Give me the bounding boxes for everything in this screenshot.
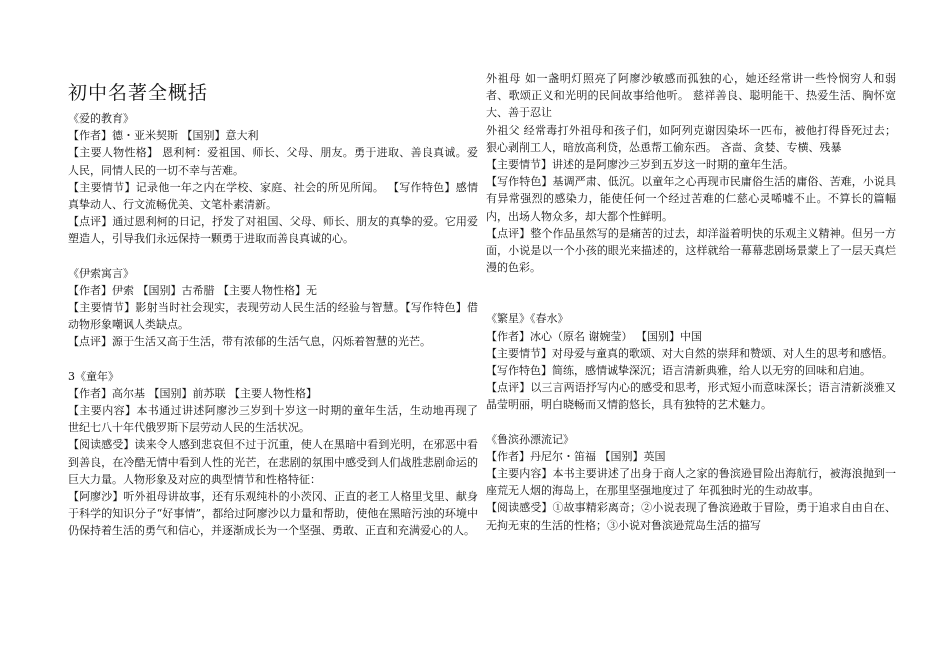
comment-paragraph: 【点评】以三言两语抒写内心的感受和思考，形式短小而意味深长；语言清新淡雅又晶莹明丽，明白晓畅而又情韵悠长，具有独特的艺术魅力。 (486, 381, 896, 412)
feeling-paragraph: 【阅读感受】读来令人感到悲哀但不过于沉重，使人在黑暗中看到光明，在邪恶中看到善良，在冷酷无情中看到人性的光芒，在悲剧的氛围中感受到人们战胜悲剧命运的巨大力量。人物形象及对应的典型情节和性格特征： (68, 438, 478, 486)
character-paragraph: 【阿廖沙】听外祖母讲故事，还有乐观纯朴的小茨冈、正直的老工人格里戈里、献身于科学的知识分子“好事情”，都给过阿廖沙以力量和帮助，使他在黑暗污浊的环境中仍保持着生活的勇气和信心，并逐渐成长为一个坚强、勇敢、正直和充满爱心的人。 (68, 490, 478, 538)
author-line: 【作者】德・亚米契斯 【国别】意大利 (68, 129, 259, 143)
content-paragraph: 【主要内容】本书通过讲述阿廖沙三岁到十岁这一时期的童年生活，生动地再现了 世纪七八十年代俄罗斯下层劳动人民的生活状况。 (68, 404, 478, 435)
book-heading: 《繁星》《春水》 (486, 312, 569, 326)
plot-paragraph: 【主要情节】对母爱与童真的歌颂、对大自然的崇拜和赞颂、对人生的思考和感悟。 (486, 346, 893, 360)
author-line: 【作者】冰心（原名 谢婉莹） 【国别】中国 (486, 329, 702, 343)
book-heading: 《鲁滨孙漂流记》 (486, 432, 574, 446)
author-line: 【作者】高尔基 【国别】前苏联 【主要人物性格】 (68, 386, 317, 400)
left-column (68, 110, 478, 540)
comment-paragraph: 【点评】整个作品虽然写的是痛苦的过去，却洋溢着明快的乐观主义精神。但另一方面，小说是以一个小孩的眼光来描述的，这样就给一幕幕悲剧场景蒙上了一层天真烂漫的色彩。 (486, 226, 896, 275)
book-heading: 《伊索寓言》 (68, 266, 134, 280)
page-title: 初中名著全概括 (68, 82, 209, 104)
author-line: 【作者】丹尼尔・笛福 【国别】英国 (486, 449, 666, 463)
author-line: 【作者】伊索 【国别】古希腊 【主要人物性格】无 (68, 283, 317, 297)
plot-paragraph: 【主要情节】影射当时社会现实，表现劳动人民生活的经验与智慧。【写作特色】借动物形象嘲讽人类缺点。 (68, 301, 478, 332)
character-paragraph: 外祖父 经常毒打外祖母和孩子们，如阿列克谢因染坏一匹布，被他打得昏死过去；狠心剥削工人，暗放高利贷，怂恿帮工偷东西。 吝啬、贪婪、专横、残暴 (486, 123, 896, 154)
comment-paragraph: 【点评】通过恩利柯的日记，抒发了对祖国、父母、师长、朋友的真挚的爱。它用爱塑造人，引导我们永远保持一颗勇于进取而善良真诚的心。 (68, 215, 478, 246)
book-heading: 3《童年》 (68, 369, 119, 383)
plot-paragraph: 【主要情节】讲述的是阿廖沙三岁到五岁这一时期的童年生活。 (486, 158, 794, 172)
feeling-paragraph: 【阅读感受】①故事精彩离奇；②小说表现了鲁滨逊敢于冒险，勇于追求自由自在、无拘无束的生活的性格；③小说对鲁滨逊荒岛生活的描写 (486, 501, 896, 532)
right-column (486, 70, 896, 534)
characters-paragraph: 【主要人物性格】 恩利柯：爱祖国、师长、父母、朋友。勇于进取、善良真诚。爱人民，同情人民的一切不幸与苦难。 (68, 146, 478, 177)
comment-paragraph: 【点评】源于生活又高于生活，带有浓郁的生活气息，闪烁着智慧的光芒。 (68, 335, 431, 349)
style-paragraph: 【写作特色】基调严肃、低沉。以童年之心再现市民庸俗生活的庸俗、苦难，小说具有异常强烈的感染力，能使任何一个经过苦难的仁慈心灵唏嘘不止。不算长的篇幅内，出场人物众多，却大都个性鲜明。 (486, 175, 896, 223)
book-heading: 《爱的教育》 (68, 112, 134, 125)
content-paragraph: 【主要内容】本书主要讲述了出身于商人之家的鲁滨逊冒险出海航行，被海浪抛到一座荒无人烟的海岛上，在那里坚强地度过了 年孤独时光的生动故事。 (486, 467, 896, 498)
character-paragraph: 外祖母 如一盏明灯照亮了阿廖沙敏感而孤独的心，她还经常讲一些怜悯穷人和弱者、歌颂正义和光明的民间故事给他听。 慈祥善良、聪明能干、热爱生活、胸怀宽大、善于忍让 (486, 72, 896, 120)
plot-paragraph: 【主要情节】记录他一年之内在学校、家庭、社会的所见所闻。 【写作特色】感情真挚动人、行文流畅优美、文笔朴素清新。 (68, 180, 478, 212)
style-paragraph: 【写作特色】简练，感情诚挚深沉；语言清新典雅，给人以无穷的回味和启迪。 (486, 364, 871, 378)
